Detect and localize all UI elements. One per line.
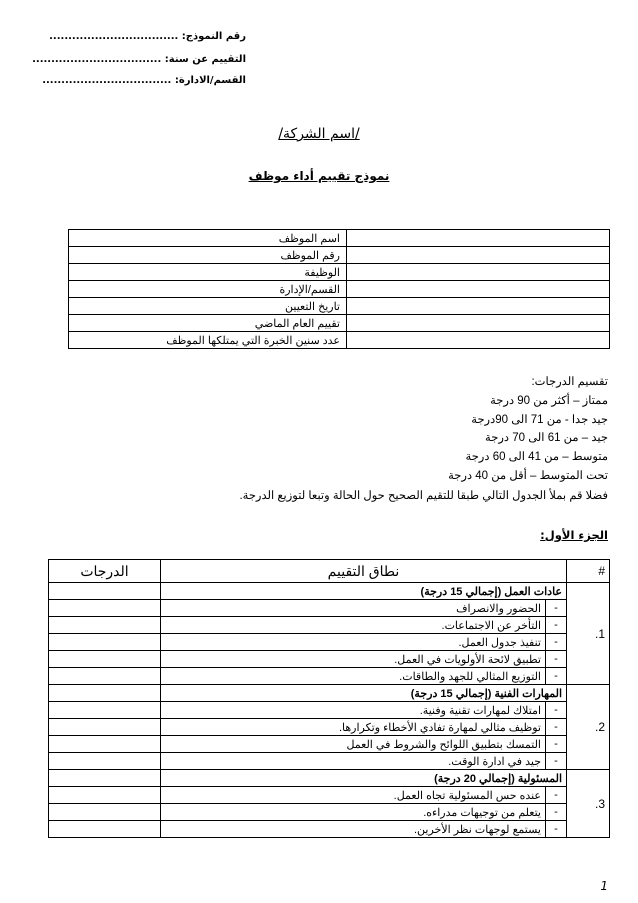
criterion-grade-cell[interactable] bbox=[49, 600, 161, 617]
criterion-grade-cell[interactable] bbox=[49, 753, 161, 770]
grade-level: جيد جدا - من 71 الى 90درجة bbox=[471, 413, 608, 426]
grade-level: جيد – من 61 الى 70 درجة bbox=[485, 432, 608, 445]
criterion-grade-cell[interactable] bbox=[49, 787, 161, 804]
criterion-text: يتعلم من توجيهات مدراءه. bbox=[161, 804, 546, 821]
info-label: تاريخ التعيين bbox=[69, 298, 347, 315]
bullet-dash: - bbox=[546, 634, 567, 651]
bullet-dash: - bbox=[546, 821, 567, 838]
bullet-dash: - bbox=[546, 804, 567, 821]
criterion-row bbox=[49, 634, 610, 651]
info-value-cell[interactable] bbox=[347, 332, 610, 349]
bullet-dash: - bbox=[546, 753, 567, 770]
info-label: القسم/الإدارة bbox=[69, 281, 347, 298]
form-title: نموذج تقييم أداء موظف bbox=[248, 169, 390, 183]
bullet-dash: - bbox=[546, 702, 567, 719]
employee-info-table bbox=[68, 229, 610, 349]
evaluation-table bbox=[48, 559, 610, 838]
criterion-text: عنده حس المسئولية تجاه العمل. bbox=[161, 787, 546, 804]
criterion-text: توظيف مثالي لمهارة تفادي الأخطاء وتكرارها. bbox=[161, 719, 546, 736]
criterion-text: امتلاك لمهارات تقنية وفنية. bbox=[161, 702, 546, 719]
section-title: عادات العمل (إجمالي 15 درجة) bbox=[161, 583, 567, 600]
section-number: 1. bbox=[567, 583, 610, 685]
bullet-dash: - bbox=[546, 787, 567, 804]
department-field[interactable]: .................................. bbox=[42, 75, 172, 86]
criterion-row bbox=[49, 600, 610, 617]
section-grade-cell[interactable] bbox=[49, 583, 161, 600]
info-value-cell[interactable] bbox=[347, 247, 610, 264]
company-name: /اسم الشركة/ bbox=[278, 126, 360, 142]
section-title: المسئولية (إجمالي 20 درجة) bbox=[161, 770, 567, 787]
header-number: # bbox=[567, 560, 610, 583]
info-row bbox=[69, 315, 610, 332]
criterion-text: جيد في ادارة الوقت. bbox=[161, 753, 546, 770]
criterion-row bbox=[49, 702, 610, 719]
criterion-text: التأخر عن الاجتماعات. bbox=[161, 617, 546, 634]
criterion-text: التوزيع المثالي للجهد والطاقات. bbox=[161, 668, 546, 685]
page-number: 1 bbox=[600, 879, 608, 893]
section-title: المهارات الفنية (إجمالي 15 درجة) bbox=[161, 685, 567, 702]
criterion-row bbox=[49, 719, 610, 736]
criterion-text: يستمع لوجهات نظر الأخرين. bbox=[161, 821, 546, 838]
bullet-dash: - bbox=[546, 617, 567, 634]
criterion-grade-cell[interactable] bbox=[49, 804, 161, 821]
section-grade-cell[interactable] bbox=[49, 770, 161, 787]
bullet-dash: - bbox=[546, 736, 567, 753]
section-row bbox=[49, 770, 610, 787]
grade-level: ممتاز – أكثر من 90 درجة bbox=[490, 394, 608, 407]
criterion-grade-cell[interactable] bbox=[49, 719, 161, 736]
info-row bbox=[69, 298, 610, 315]
criterion-row bbox=[49, 821, 610, 838]
criterion-grade-cell[interactable] bbox=[49, 617, 161, 634]
criterion-row bbox=[49, 787, 610, 804]
grade-level: متوسط – من 41 الى 60 درجة bbox=[465, 451, 608, 464]
evaluation-year-field[interactable]: .................................. bbox=[32, 54, 162, 65]
criterion-row bbox=[49, 736, 610, 753]
bullet-dash: - bbox=[546, 651, 567, 668]
info-label: تقييم العام الماضي bbox=[69, 315, 347, 332]
criterion-text: تنفيذ جدول العمل. bbox=[161, 634, 546, 651]
criterion-row bbox=[49, 804, 610, 821]
criterion-grade-cell[interactable] bbox=[49, 668, 161, 685]
section-row bbox=[49, 583, 610, 600]
criterion-grade-cell[interactable] bbox=[49, 651, 161, 668]
info-row bbox=[69, 281, 610, 298]
criterion-text: الحضور والانصراف bbox=[161, 600, 546, 617]
info-row bbox=[69, 230, 610, 247]
criterion-row bbox=[49, 617, 610, 634]
part-one-heading: الجزء الأول: bbox=[540, 528, 608, 542]
section-row bbox=[49, 685, 610, 702]
section-number: 3. bbox=[567, 770, 610, 838]
criterion-grade-cell[interactable] bbox=[49, 736, 161, 753]
section-number: 2. bbox=[567, 685, 610, 770]
grade-scale bbox=[448, 373, 608, 486]
criterion-grade-cell[interactable] bbox=[49, 702, 161, 719]
info-value-cell[interactable] bbox=[347, 230, 610, 247]
info-row bbox=[69, 332, 610, 349]
info-label: رقم الموظف bbox=[69, 247, 347, 264]
department-label: القسم/الادارة: bbox=[174, 75, 246, 86]
criterion-row bbox=[49, 668, 610, 685]
info-value-cell[interactable] bbox=[347, 281, 610, 298]
criterion-row bbox=[49, 651, 610, 668]
bullet-dash: - bbox=[546, 668, 567, 685]
info-value-cell[interactable] bbox=[347, 264, 610, 281]
instruction-text: فضلا قم بملأ الجدول التالي طبقا للتقيم الصحيح حول الحالة وتبعا لتوزيع الدرجة. bbox=[239, 490, 608, 502]
evaluation-year-line bbox=[32, 54, 246, 65]
header-grades: الدرجات bbox=[49, 560, 161, 583]
form-number-field[interactable]: .................................. bbox=[49, 31, 179, 42]
header-scope: نطاق التقييم bbox=[161, 560, 567, 583]
grade-level: تحت المتوسط – أقل من 40 درجة bbox=[448, 469, 608, 482]
info-label: الوظيفة bbox=[69, 264, 347, 281]
info-row bbox=[69, 264, 610, 281]
criterion-text: تطبيق لائحة الأولويات في العمل. bbox=[161, 651, 546, 668]
department-line bbox=[42, 75, 246, 86]
form-number-line bbox=[49, 31, 246, 42]
criterion-grade-cell[interactable] bbox=[49, 821, 161, 838]
section-grade-cell[interactable] bbox=[49, 685, 161, 702]
criterion-text: التمسك بتطبيق اللوائح والشروط في العمل bbox=[161, 736, 546, 753]
evaluation-year-label: التقييم عن سنة: bbox=[164, 54, 246, 65]
bullet-dash: - bbox=[546, 719, 567, 736]
bullet-dash: - bbox=[546, 600, 567, 617]
criterion-row bbox=[49, 753, 610, 770]
criterion-grade-cell[interactable] bbox=[49, 634, 161, 651]
info-value-cell[interactable] bbox=[347, 298, 610, 315]
info-value-cell[interactable] bbox=[347, 315, 610, 332]
form-number-label: رقم النموذج: bbox=[181, 31, 246, 42]
info-row bbox=[69, 247, 610, 264]
grade-scale-title: تقسيم الدرجات: bbox=[531, 376, 608, 388]
info-label: عدد سنين الخبرة التي يمتلكها الموظف bbox=[69, 332, 347, 349]
evaluation-table-header bbox=[49, 560, 610, 583]
info-label: اسم الموظف bbox=[69, 230, 347, 247]
